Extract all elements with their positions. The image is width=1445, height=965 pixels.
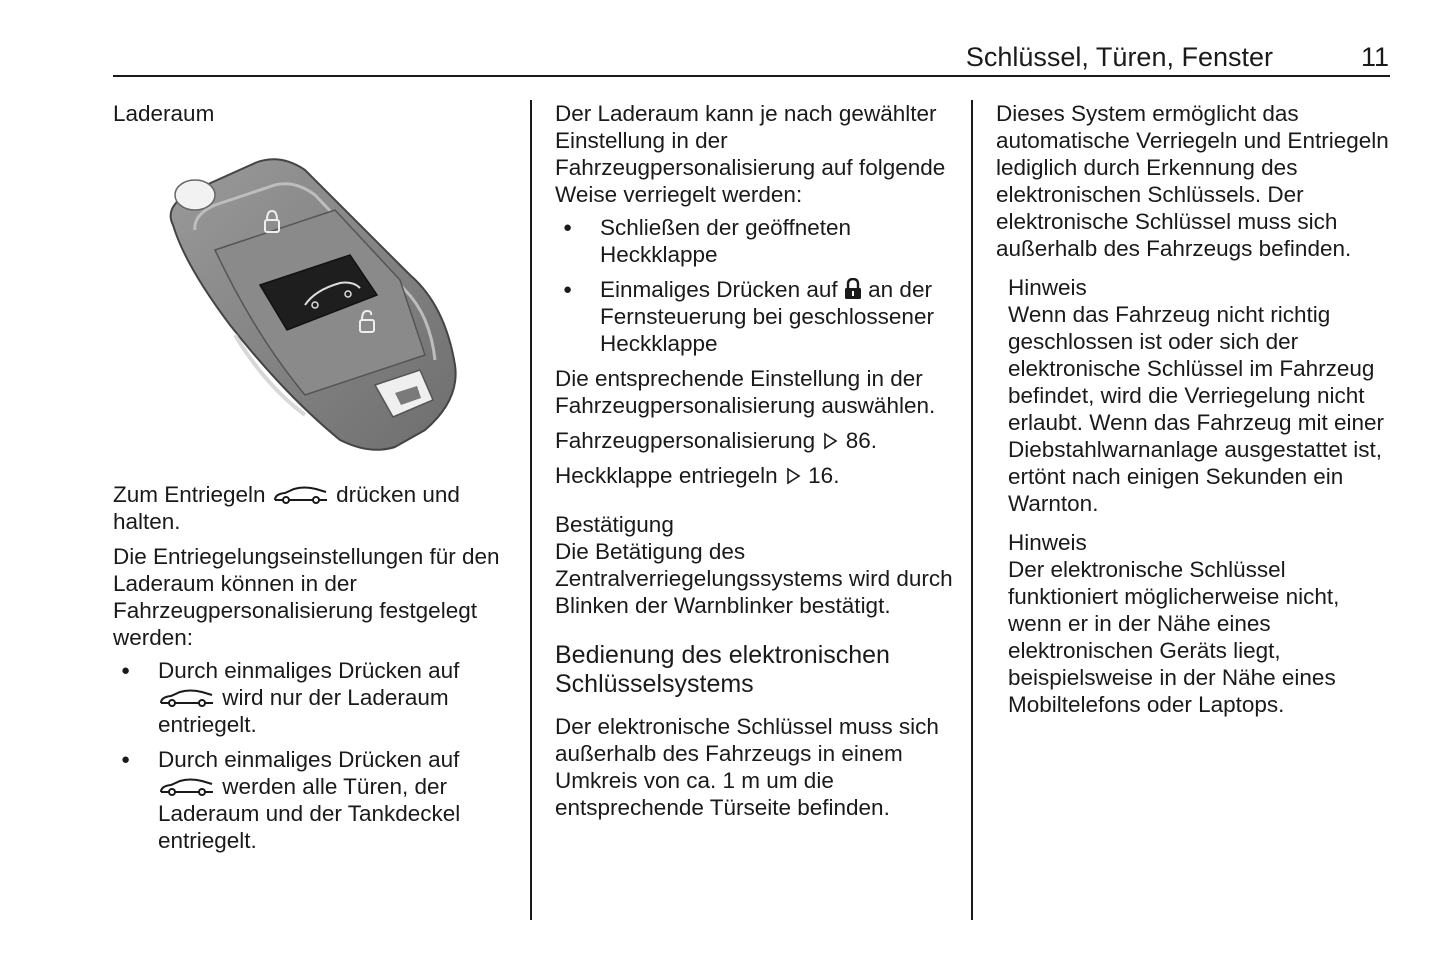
subheading-bestaetigung: Bestätigung	[555, 512, 674, 537]
paragraph: Die Entriegelungseinstellungen für den Laderaum können in der Fahrzeugpersonalisierung festgelegt werden:	[113, 544, 500, 650]
key-fob-illustration	[155, 155, 475, 455]
note-text: Der elektronische Schlüssel funktioniert möglicherweise nicht, wenn er in der Nähe eines elektronischen Geräts liegt, beispielsweise in der Nähe eines Mobiltelefons oder Laptops.	[1008, 557, 1340, 717]
paragraph: Die Betätigung des Zentralverriegelungssystems wird durch Blinken der Warnblinker bestätigt.	[555, 539, 953, 618]
column-divider	[530, 100, 532, 920]
section-heading-elektronisches-schluesselsystem: Bedienung des elektronischen Schlüsselsystems	[555, 641, 890, 698]
page-reference-arrow-icon	[821, 432, 839, 450]
list-item: ● Durch einmaliges Drücken auf wird nur der Laderaum entriegelt.	[113, 657, 513, 738]
column-divider	[971, 100, 973, 920]
paragraph: Die entsprechende Einstellung in der Fahrzeugpersonalisierung auswählen.	[555, 366, 936, 418]
page-number: 11	[1360, 42, 1389, 72]
page-title: Schlüssel, Türen, Fenster	[965, 42, 1273, 72]
column-3	[996, 100, 1394, 718]
paragraph: Dieses System ermöglicht das automatische Verriegeln und Entriegeln lediglich durch Erkennung des elektronischen Schlüssels. Der elektronische Schlüssel muss sich außerhalb des Fahrzeugs befinden.	[996, 101, 1389, 261]
paragraph: Der Laderaum kann je nach gewählter Einstellung in der Fahrzeugpersonalisierung auf folgende Weise verriegelt werden:	[555, 101, 946, 207]
column-1	[113, 100, 513, 862]
paragraph: Der elektronische Schlüssel muss sich außerhalb des Fahrzeugs in einem Umkreis von ca. 1 m um die entsprechende Türseite befinden.	[555, 714, 939, 820]
section-heading-laderaum: Laderaum	[113, 101, 215, 126]
page-reference-arrow-icon	[784, 467, 802, 485]
note-heading: Hinweis	[1008, 275, 1087, 300]
bullet-list	[555, 214, 955, 357]
header-rule	[113, 75, 1390, 77]
cross-reference[interactable]: Fahrzeugpersonalisierung 86.	[555, 428, 877, 453]
list-item: ● Durch einmaliges Drücken auf werden alle Türen, der Laderaum und der Tankdeckel entriegelt.	[113, 746, 513, 854]
note-text: Wenn das Fahrzeug nicht richtig geschlossen ist oder sich der elektronische Schlüssel im Fahrzeug befindet, wird die Verriegelung nicht erlaubt. Wenn das Fahrzeug mit einer Diebstahlwarnanlage ausgestattet ist, ertönt nach einigen Sekunden ein Warnton.	[1008, 302, 1385, 516]
tailgate-icon	[158, 688, 216, 708]
column-2	[555, 100, 955, 821]
note-block	[1008, 274, 1394, 517]
list-item: ● Einmaliges Drücken auf an der Fernsteuerung bei geschlossener Heckklappe	[555, 276, 955, 357]
bullet-list	[113, 657, 513, 854]
note-block	[1008, 529, 1394, 718]
cross-reference[interactable]: Heckklappe entriegeln 16.	[555, 463, 840, 488]
list-item: ● Schließen der geöffneten Heckklappe	[555, 214, 955, 268]
tailgate-icon	[272, 485, 330, 505]
tailgate-icon	[158, 777, 216, 797]
paragraph: Zum Entriegeln drücken und halten.	[113, 482, 460, 534]
lock-icon	[844, 278, 862, 300]
note-heading: Hinweis	[1008, 530, 1087, 555]
